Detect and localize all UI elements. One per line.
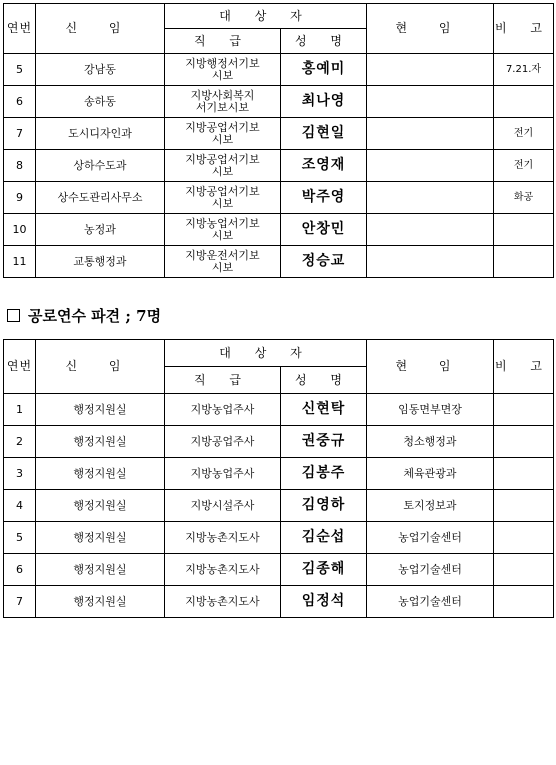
new-post-cell: 송하동 <box>36 86 165 118</box>
col-no-header: 연번 <box>4 340 36 394</box>
name-cell: 홍예미 <box>281 54 367 86</box>
col-new-post-header: 신 임 <box>36 4 165 54</box>
table-row <box>4 458 554 490</box>
row-number: 2 <box>4 426 36 458</box>
remarks-cell: 7.21.자 <box>494 54 554 86</box>
name-cell: 임정석 <box>281 586 367 618</box>
name-cell: 안창민 <box>281 214 367 246</box>
name-cell: 신현탁 <box>281 394 367 426</box>
section-title: 공로연수 파견 ; 7명 <box>7 305 161 326</box>
row-number: 7 <box>4 118 36 150</box>
table-row <box>4 490 554 522</box>
row-number: 7 <box>4 586 36 618</box>
table-row <box>4 246 554 278</box>
row-number: 6 <box>4 86 36 118</box>
rank-cell: 지방사회복지 서기보시보 <box>165 86 281 118</box>
remarks-cell <box>494 522 554 554</box>
row-number: 3 <box>4 458 36 490</box>
appointment-table-2 <box>3 339 554 618</box>
new-post-cell: 행정지원실 <box>36 586 165 618</box>
rank-cell: 지방농촌지도사 <box>165 554 281 586</box>
col-name-header: 성 명 <box>281 367 367 394</box>
remarks-cell <box>494 246 554 278</box>
col-rank-header: 직 급 <box>165 367 281 394</box>
checkbox-square-icon <box>7 309 20 322</box>
rank-cell: 지방공업주사 <box>165 426 281 458</box>
row-number: 8 <box>4 150 36 182</box>
current-post-cell <box>367 86 494 118</box>
new-post-cell: 강남동 <box>36 54 165 86</box>
row-number: 4 <box>4 490 36 522</box>
table-row <box>4 214 554 246</box>
table-row <box>4 54 554 86</box>
table-row <box>4 118 554 150</box>
new-post-cell: 도시디자인과 <box>36 118 165 150</box>
current-post-cell <box>367 118 494 150</box>
name-cell: 최나영 <box>281 86 367 118</box>
rank-cell: 지방농촌지도사 <box>165 522 281 554</box>
name-cell: 김종해 <box>281 554 367 586</box>
new-post-cell: 행정지원실 <box>36 458 165 490</box>
table-row <box>4 586 554 618</box>
rank-cell: 지방공업서기보 시보 <box>165 118 281 150</box>
current-post-cell <box>367 214 494 246</box>
new-post-cell: 행정지원실 <box>36 554 165 586</box>
current-post-cell: 청소행정과 <box>367 426 494 458</box>
new-post-cell: 농정과 <box>36 214 165 246</box>
name-cell: 김순섭 <box>281 522 367 554</box>
name-cell: 권중규 <box>281 426 367 458</box>
name-cell: 김봉주 <box>281 458 367 490</box>
remarks-cell <box>494 214 554 246</box>
col-no-header: 연번 <box>4 4 36 54</box>
table-row <box>4 554 554 586</box>
name-cell: 정승교 <box>281 246 367 278</box>
name-cell: 김영하 <box>281 490 367 522</box>
current-post-cell: 농업기술센터 <box>367 586 494 618</box>
rank-cell: 지방농업주사 <box>165 458 281 490</box>
current-post-cell: 토지정보과 <box>367 490 494 522</box>
new-post-cell: 상수도관리사무소 <box>36 182 165 214</box>
remarks-cell <box>494 458 554 490</box>
remarks-cell <box>494 426 554 458</box>
rank-cell: 지방시설주사 <box>165 490 281 522</box>
appointment-table-1 <box>3 3 554 278</box>
remarks-cell <box>494 554 554 586</box>
current-post-cell <box>367 182 494 214</box>
name-cell: 조영재 <box>281 150 367 182</box>
new-post-cell: 상하수도과 <box>36 150 165 182</box>
col-current-post-header: 현 임 <box>367 4 494 54</box>
name-cell: 박주영 <box>281 182 367 214</box>
row-number: 5 <box>4 54 36 86</box>
table-row <box>4 394 554 426</box>
current-post-cell: 체육관광과 <box>367 458 494 490</box>
current-post-cell <box>367 54 494 86</box>
current-post-cell <box>367 150 494 182</box>
col-target-header: 대 상 자 <box>165 4 367 29</box>
col-name-header: 성 명 <box>281 29 367 54</box>
remarks-cell <box>494 586 554 618</box>
rank-cell: 지방농업주사 <box>165 394 281 426</box>
new-post-cell: 행정지원실 <box>36 490 165 522</box>
table-row <box>4 150 554 182</box>
rank-cell: 지방운전서기보 시보 <box>165 246 281 278</box>
new-post-cell: 교통행정과 <box>36 246 165 278</box>
current-post-cell: 농업기술센터 <box>367 554 494 586</box>
remarks-cell <box>494 86 554 118</box>
row-number: 1 <box>4 394 36 426</box>
current-post-cell: 임동면부면장 <box>367 394 494 426</box>
row-number: 9 <box>4 182 36 214</box>
rank-cell: 지방농업서기보 시보 <box>165 214 281 246</box>
row-number: 5 <box>4 522 36 554</box>
rank-cell: 지방행정서기보 시보 <box>165 54 281 86</box>
rank-cell: 지방농촌지도사 <box>165 586 281 618</box>
new-post-cell: 행정지원실 <box>36 522 165 554</box>
row-number: 10 <box>4 214 36 246</box>
col-new-post-header: 신 임 <box>36 340 165 394</box>
col-remarks-header: 비 고 <box>494 340 554 394</box>
remarks-cell: 전기 <box>494 150 554 182</box>
new-post-cell: 행정지원실 <box>36 426 165 458</box>
col-target-header: 대 상 자 <box>165 340 367 367</box>
col-rank-header: 직 급 <box>165 29 281 54</box>
col-remarks-header: 비 고 <box>494 4 554 54</box>
table-row <box>4 522 554 554</box>
rank-cell: 지방공업서기보 시보 <box>165 182 281 214</box>
rank-cell: 지방공업서기보 시보 <box>165 150 281 182</box>
remarks-cell: 화공 <box>494 182 554 214</box>
col-current-post-header: 현 임 <box>367 340 494 394</box>
remarks-cell: 전기 <box>494 118 554 150</box>
remarks-cell <box>494 490 554 522</box>
table-row <box>4 182 554 214</box>
table-row <box>4 86 554 118</box>
current-post-cell <box>367 246 494 278</box>
table-row <box>4 426 554 458</box>
row-number: 11 <box>4 246 36 278</box>
remarks-cell <box>494 394 554 426</box>
name-cell: 김현일 <box>281 118 367 150</box>
row-number: 6 <box>4 554 36 586</box>
current-post-cell: 농업기술센터 <box>367 522 494 554</box>
new-post-cell: 행정지원실 <box>36 394 165 426</box>
